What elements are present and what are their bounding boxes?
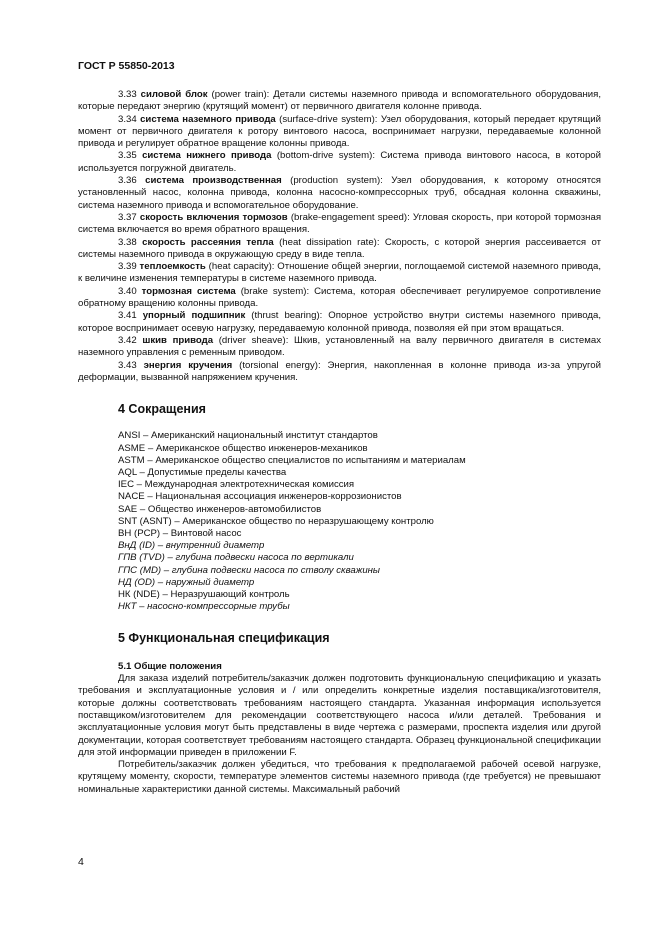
definition-text: (power train): Детали системы наземного привода и вспомогательного оборудования, которые передают энергию (крутящий момент) от первичного двигателя колонне привода.: [78, 89, 601, 113]
definition-term: энергия кручения: [143, 359, 233, 371]
definition-term: скорость включения тормозов: [139, 211, 288, 223]
definition-text: (brake-engagement speed): Угловая скорость, при которой тормозная система включается во время обратного вращения.: [78, 211, 602, 236]
definition-term: упорный подшипник: [142, 310, 246, 322]
definition-number: 3.43: [118, 359, 137, 371]
abbreviations-list: [118, 430, 601, 613]
section-4-title: 4 Сокращения: [118, 402, 206, 417]
definition-item: [78, 175, 601, 212]
definition-number: 3.37: [118, 211, 137, 223]
abbreviation-item: SNT (ASNT) – Американское общество по неразрушающему контролю: [118, 515, 434, 527]
definition-item: [78, 261, 601, 286]
definition-text: (torsional energy): Энергия, накопленная в колонне привода из-за упругой деформации, вызванной напряжением кручения.: [78, 359, 601, 383]
definition-text: (heat capacity): Отношение общей энергии, поглощаемой системой наземного привода, к величине изменения температуры в системе наземного привода.: [78, 261, 602, 285]
definitions-list: [78, 89, 601, 384]
abbreviation-item: ГПВ (TVD) – глубина подвески насоса по вертикали: [118, 552, 354, 564]
document-header: ГОСТ Р 55850-2013: [78, 60, 175, 72]
paragraph: Для заказа изделий потребитель/заказчик должен подготовить функциональную спецификацию и указать требования и эксплуатационные условия и / или определить конкретные изделия поставщика/изготовителя, которые должны соответствовать требованиям настоящего стандарта. Указанная информация используется поставщиком/изготовителем для рекомендации соответствующего насоса и/или деталей. Требования и эксплуатационные условия могут быть представлены в виде чертежа с размерами, проспекта изделия или другой документации, которая соответствует требованиям настоящего стандарта. Образец функциональной спецификации для этой информации приведен в приложении F.: [78, 673, 601, 758]
definition-text: (heat dissipation rate): Скорость, с которой энергия рассеивается от системы наземного привода в окружающую среду в виде тепла.: [78, 236, 601, 260]
definition-text: (thrust bearing): Опорное устройство внутри системы наземного привода, которое воспринимает осевую нагрузку, передаваемую колонной привода, позволяя ей при этом вращаться.: [78, 310, 602, 334]
abbreviation-item: НД (OD) – наружный диаметр: [118, 576, 255, 588]
definition-item: [78, 335, 601, 360]
definition-term: тормозная система: [141, 285, 236, 297]
abbreviation-item: ВН (PCP) – Винтовой насос: [118, 528, 242, 540]
definition-number: 3.35: [118, 150, 137, 162]
definition-term: шкив привода: [142, 334, 214, 346]
section-5-title: 5 Функциональная спецификация: [118, 631, 330, 646]
definition-text: (driver sheave): Шкив, установленный на валу первичного двигателя в системах наземного управления с ременным приводом.: [78, 334, 601, 359]
page-number: 4: [78, 856, 84, 868]
definition-number: 3.41: [118, 310, 137, 322]
definition-number: 3.38: [118, 236, 137, 248]
definition-number: 3.40: [118, 285, 137, 297]
definition-term: теплоемкость: [139, 261, 206, 273]
definition-number: 3.42: [118, 334, 137, 346]
abbreviation-item: SAE – Общество инженеров-автомобилистов: [118, 503, 322, 515]
abbreviation-item: НК (NDE) – Неразрушающий контроль: [118, 589, 290, 601]
abbreviation-item: ГПС (MD) – глубина подвески насоса по стволу скважины: [118, 564, 380, 576]
paragraph: Потребитель/заказчик должен убедиться, что требования к предполагаемой рабочей осевой нагрузке, крутящему моменту, скорости, температуре элементов системы наземного привода (где требуется) не превышают номинальные характеристики данной системы. Максимальный рабочий: [78, 759, 601, 795]
definition-item: [78, 237, 601, 262]
definition-item: [78, 360, 601, 385]
definition-number: 3.39: [118, 261, 137, 273]
definition-text: (bottom-drive system): Система привода винтового насоса, в которой используется погружной двигатель.: [78, 150, 602, 174]
abbreviation-item: НКТ – насосно-компрессорные трубы: [118, 601, 290, 613]
abbreviation-item: ANSI – Американский национальный институт стандартов: [118, 430, 378, 442]
definition-text: (surface-drive system): Узел оборудования, который передает крутящий момент от первичного двигателя к ротору винтового насоса, воспринимает нагрузки, передаваемые колонной привода и регулирует обратное вращение колонны привода.: [78, 113, 601, 150]
subsection-5-1-title: 5.1 Общие положения: [118, 660, 222, 672]
definition-item: [78, 114, 601, 151]
definition-term: система производственная: [145, 175, 282, 187]
definition-text: (production system): Узел оборудования, к которому относятся установленный насос, колонна привода, колонна насосно-компрессорных труб, обсадная колонна скважины, система наземного привода и вспомогательное оборудование.: [78, 175, 601, 211]
definition-item: [78, 310, 601, 335]
abbreviation-item: AQL – Допустимые пределы качества: [118, 467, 287, 479]
definition-number: 3.34: [118, 113, 137, 125]
definition-term: система наземного привода: [140, 113, 276, 125]
definition-item: [78, 150, 601, 175]
definition-number: 3.36: [118, 175, 137, 187]
definition-item: [78, 212, 601, 237]
abbreviation-item: IEC – Международная электротехническая комиссия: [118, 479, 355, 491]
definition-term: силовой блок: [140, 89, 208, 100]
abbreviation-item: ASTM – Американское общество специалистов по испытаниям и материалам: [118, 454, 466, 466]
abbreviation-item: ВнД (ID) – внутренний диаметр: [118, 540, 265, 552]
abbreviation-item: ASME – Американское общество инженеров-механиков: [118, 442, 368, 454]
definition-item: [78, 286, 601, 311]
abbreviation-item: NACE – Национальная ассоциация инженеров-коррозионистов: [118, 491, 402, 503]
definition-text: (brake system): Система, которая обеспечивает регулируемое сопротивление обратному вращению колонны привода.: [78, 285, 601, 310]
definition-item: [78, 89, 601, 114]
definition-term: скорость рассеяния тепла: [142, 236, 274, 248]
definition-number: 3.33: [118, 89, 137, 100]
definition-term: система нижнего привода: [142, 150, 272, 162]
page-content: [78, 89, 601, 796]
